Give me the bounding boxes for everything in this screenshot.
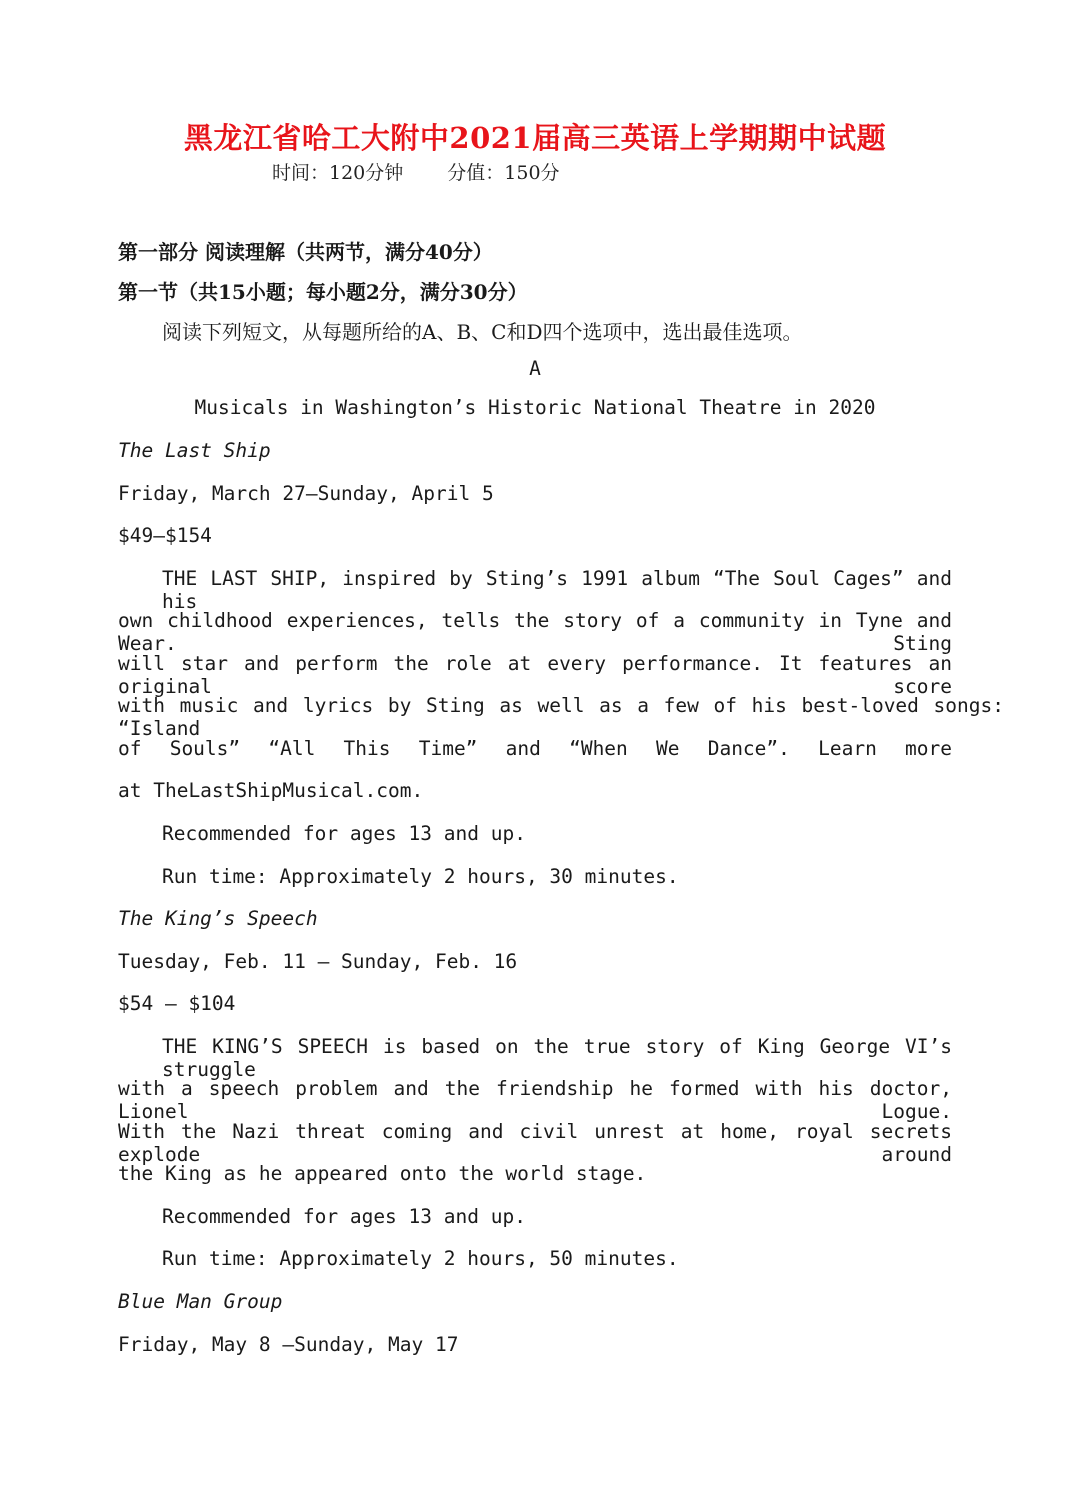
exam-score: 分值：150分: [447, 162, 560, 184]
show-price: $49—$154: [118, 524, 212, 547]
show-dates: Friday, March 27—Sunday, April 5: [118, 482, 494, 505]
document-title: 黑龙江省哈工大附中2021届高三英语上学期期中试题: [183, 121, 887, 155]
show-title: Blue Man Group: [118, 1290, 283, 1313]
show-description-line: the King as he appeared onto the world stage.: [118, 1162, 647, 1185]
show-description-line: own childhood experiences, tells the story of a community in Tyne and Wear. Sting: [118, 609, 952, 655]
passage-title: Musicals in Washington’s Historic National Theatre in 2020: [194, 396, 876, 419]
section-heading: 第一节（共15小题；每小题2分，满分30分）: [118, 280, 528, 304]
show-description-line: with music and lyrics by Sting as well as a few of his best-loved songs: “Island: [118, 694, 1004, 740]
show-title: The King’s Speech: [118, 907, 318, 930]
show-dates: Tuesday, Feb. 11 — Sunday, Feb. 16: [118, 950, 518, 973]
show-description-line: With the Nazi threat coming and civil unrest at home, royal secrets explode around: [118, 1120, 952, 1166]
show-runtime: Run time: Approximately 2 hours, 50 minutes.: [162, 1247, 679, 1270]
show-description-line: with a speech problem and the friendship he formed with his doctor, Lionel Logue.: [118, 1077, 952, 1123]
exam-meta: [272, 158, 560, 185]
show-description-line: at TheLastShipMusical.com.: [118, 779, 424, 802]
show-description-line: will star and perform the role at every performance. It features an original score: [118, 652, 952, 698]
show-dates: Friday, May 8 —Sunday, May 17: [118, 1333, 459, 1356]
instruction: 阅读下列短文，从每题所给的A、B、C和D四个选项中，选出最佳选项。: [162, 320, 803, 344]
part-heading: 第一部分 阅读理解（共两节，满分40分）: [118, 240, 493, 264]
show-runtime: Run time: Approximately 2 hours, 30 minutes.: [162, 865, 679, 888]
show-ages: Recommended for ages 13 and up.: [162, 1205, 526, 1228]
show-description-line: THE KING’S SPEECH is based on the true story of King George VI’s struggle: [162, 1035, 952, 1081]
show-title: The Last Ship: [118, 439, 271, 462]
exam-time: 时间：120分钟: [272, 162, 404, 184]
show-ages: Recommended for ages 13 and up.: [162, 822, 526, 845]
show-description-line: THE LAST SHIP, inspired by Sting’s 1991 album “The Soul Cages” and his: [162, 567, 952, 613]
passage-letter: A: [529, 357, 541, 380]
show-description-line: of Souls” “All This Time” and “When We Dance”. Learn more: [118, 737, 952, 760]
show-price: $54 — $104: [118, 992, 236, 1015]
